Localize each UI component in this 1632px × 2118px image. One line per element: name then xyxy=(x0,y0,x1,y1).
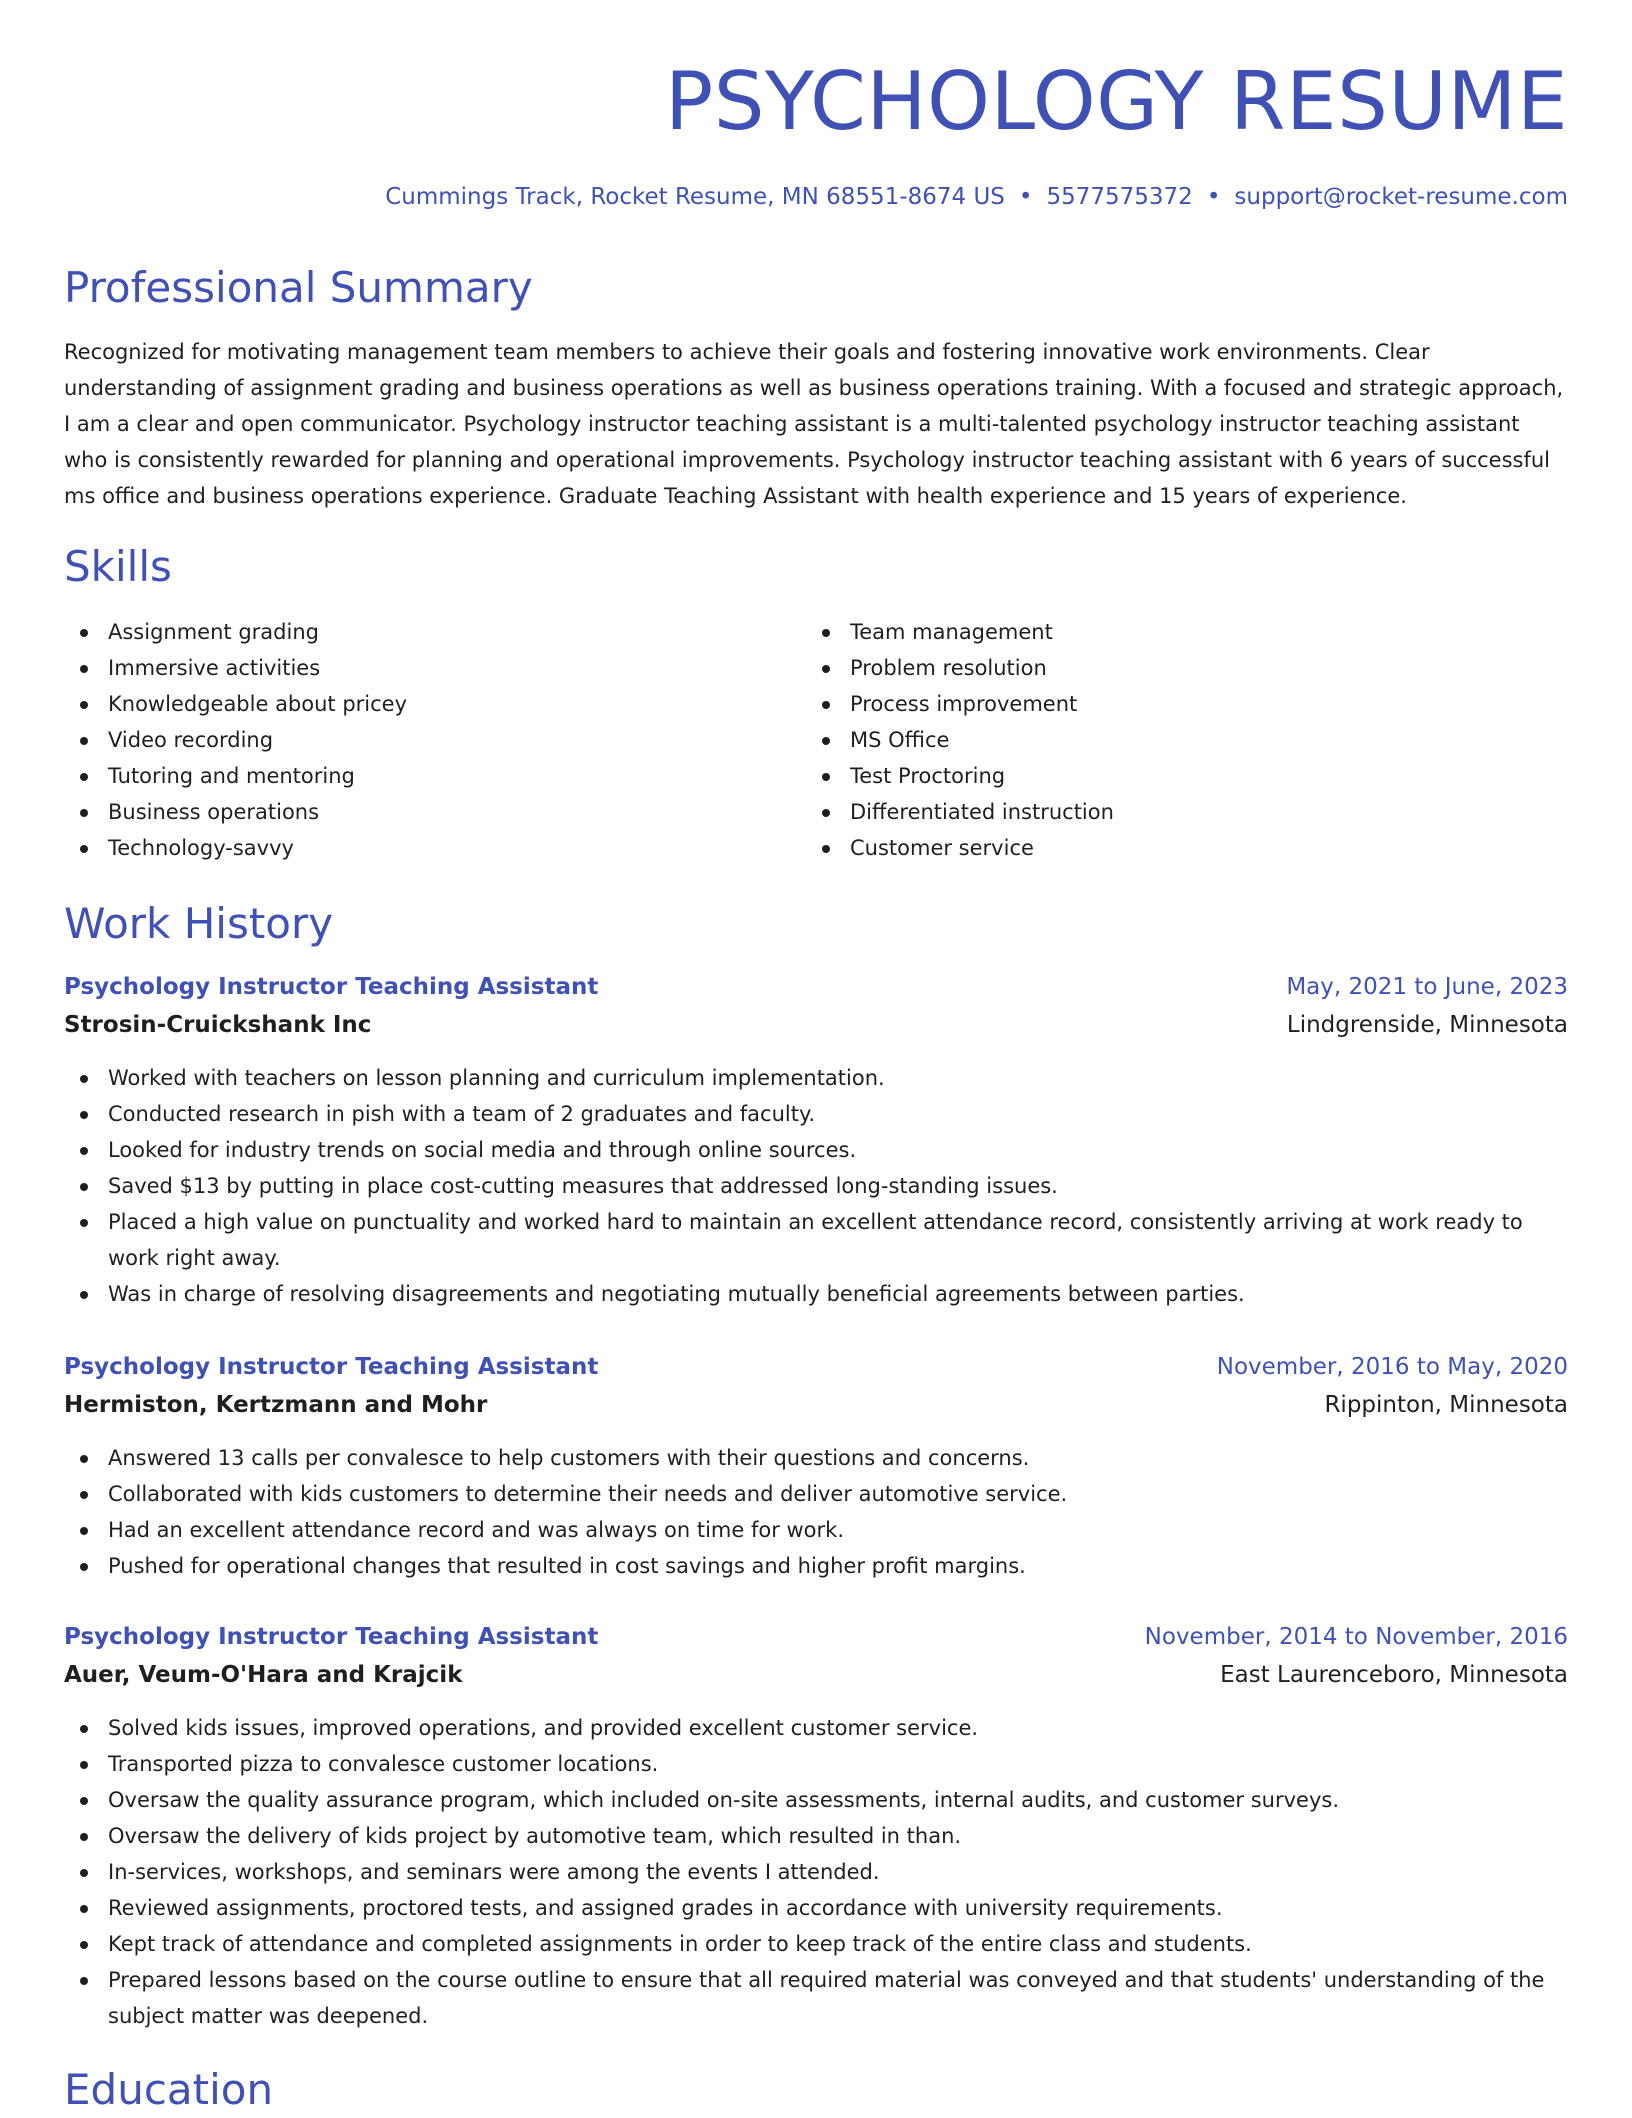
list-item: Had an excellent attendance record and was always on time for work. xyxy=(64,1512,1568,1548)
work-history-heading: Work History xyxy=(64,899,334,948)
list-item: Immersive activities xyxy=(64,650,806,686)
list-item: In-services, workshops, and seminars were among the events I attended. xyxy=(64,1854,1568,1890)
job-entry xyxy=(64,1618,1568,2034)
list-item: Knowledgeable about pricey xyxy=(64,686,806,722)
resume-name: PSYCHOLOGY RESUME xyxy=(664,55,1568,148)
list-item: Answered 13 calls per convalesce to help customers with their questions and concerns. xyxy=(64,1440,1568,1476)
job-title: Psychology Instructor Teaching Assistant xyxy=(64,1624,599,1650)
contact-phone: 5577575372 xyxy=(1046,184,1193,210)
list-item: Team management xyxy=(806,614,1548,650)
list-item: Transported pizza to convalesce customer locations. xyxy=(64,1746,1568,1782)
summary-text: Recognized for motivating management team members to achieve their goals and fostering innovative work environments. Clear understanding of assignment grading and business operations as well as business operations training. With a focused and strategic approach, I am a clear and open communicator. Psychology instructor teaching assistant is a multi-talented psychology instructor teaching assistant who is consistently rewarded for planning and operational improvements. Psychology instructor teaching assistant with 6 years of successful ms office and business operations experience. Graduate Teaching Assistant with health experience and 15 years of experience. xyxy=(64,340,1564,508)
contact-separator: • xyxy=(1018,184,1033,210)
list-item: Worked with teachers on lesson planning and curriculum implementation. xyxy=(64,1060,1568,1096)
job-company: Auer, Veum-O'Hara and Krajcik xyxy=(64,1662,463,1688)
job-dates: May, 2021 to June, 2023 xyxy=(1286,974,1568,1000)
job-company: Strosin-Cruickshank Inc xyxy=(64,1012,372,1038)
skills-heading: Skills xyxy=(64,542,172,591)
list-item: Customer service xyxy=(806,830,1548,866)
list-item: Placed a high value on punctuality and worked hard to maintain an excellent attendance record, consistently arriving at work ready to work right away. xyxy=(64,1204,1568,1276)
summary-heading: Professional Summary xyxy=(64,263,533,312)
list-item: Problem resolution xyxy=(806,650,1548,686)
job-bullets xyxy=(64,1440,1568,1584)
list-item: Video recording xyxy=(64,722,806,758)
list-item: Tutoring and mentoring xyxy=(64,758,806,794)
list-item: Solved kids issues, improved operations, and provided excellent customer service. xyxy=(64,1710,1568,1746)
list-item: Saved $13 by putting in place cost-cutting measures that addressed long-standing issues. xyxy=(64,1168,1568,1204)
job-dates: November, 2016 to May, 2020 xyxy=(1216,1354,1568,1380)
job-company: Hermiston, Kertzmann and Mohr xyxy=(64,1392,488,1418)
list-item: Oversaw the quality assurance program, which included on-site assessments, internal audits, and customer surveys. xyxy=(64,1782,1568,1818)
list-item: Reviewed assignments, proctored tests, and assigned grades in accordance with university requirements. xyxy=(64,1890,1568,1926)
list-item: Business operations xyxy=(64,794,806,830)
list-item: Pushed for operational changes that resulted in cost savings and higher profit margins. xyxy=(64,1548,1568,1584)
education-heading: Education xyxy=(64,2065,274,2114)
list-item: Process improvement xyxy=(806,686,1548,722)
list-item: Test Proctoring xyxy=(806,758,1548,794)
list-item: Prepared lessons based on the course outline to ensure that all required material was conveyed and that students' understanding of the subject matter was deepened. xyxy=(64,1962,1568,2034)
list-item: Looked for industry trends on social media and through online sources. xyxy=(64,1132,1568,1168)
skills-column-left xyxy=(64,614,806,866)
job-title: Psychology Instructor Teaching Assistant xyxy=(64,974,599,1000)
job-location: Lindgrenside, Minnesota xyxy=(1286,1012,1568,1038)
contact-line xyxy=(385,180,1568,214)
list-item: Assignment grading xyxy=(64,614,806,650)
list-item: Technology-savvy xyxy=(64,830,806,866)
job-bullets xyxy=(64,1710,1568,2034)
contact-email: support@rocket-resume.com xyxy=(1234,184,1568,210)
job-location: Rippinton, Minnesota xyxy=(1324,1392,1568,1418)
job-entry xyxy=(64,968,1568,1312)
skills-column-right xyxy=(806,614,1548,866)
list-item: Conducted research in pish with a team of 2 graduates and faculty. xyxy=(64,1096,1568,1132)
list-item: Kept track of attendance and completed assignments in order to keep track of the entire class and students. xyxy=(64,1926,1568,1962)
list-item: MS Office xyxy=(806,722,1548,758)
job-dates: November, 2014 to November, 2016 xyxy=(1144,1624,1568,1650)
list-item: Differentiated instruction xyxy=(806,794,1548,830)
contact-separator: • xyxy=(1206,184,1221,210)
contact-address: Cummings Track, Rocket Resume, MN 68551-8674 US xyxy=(385,184,1005,210)
job-bullets xyxy=(64,1060,1568,1312)
job-title: Psychology Instructor Teaching Assistant xyxy=(64,1354,599,1380)
list-item: Oversaw the delivery of kids project by automotive team, which resulted in than. xyxy=(64,1818,1568,1854)
list-item: Was in charge of resolving disagreements and negotiating mutually beneficial agreements between parties. xyxy=(64,1276,1568,1312)
list-item: Collaborated with kids customers to determine their needs and deliver automotive service. xyxy=(64,1476,1568,1512)
job-location: East Laurenceboro, Minnesota xyxy=(1220,1662,1568,1688)
job-entry xyxy=(64,1348,1568,1584)
